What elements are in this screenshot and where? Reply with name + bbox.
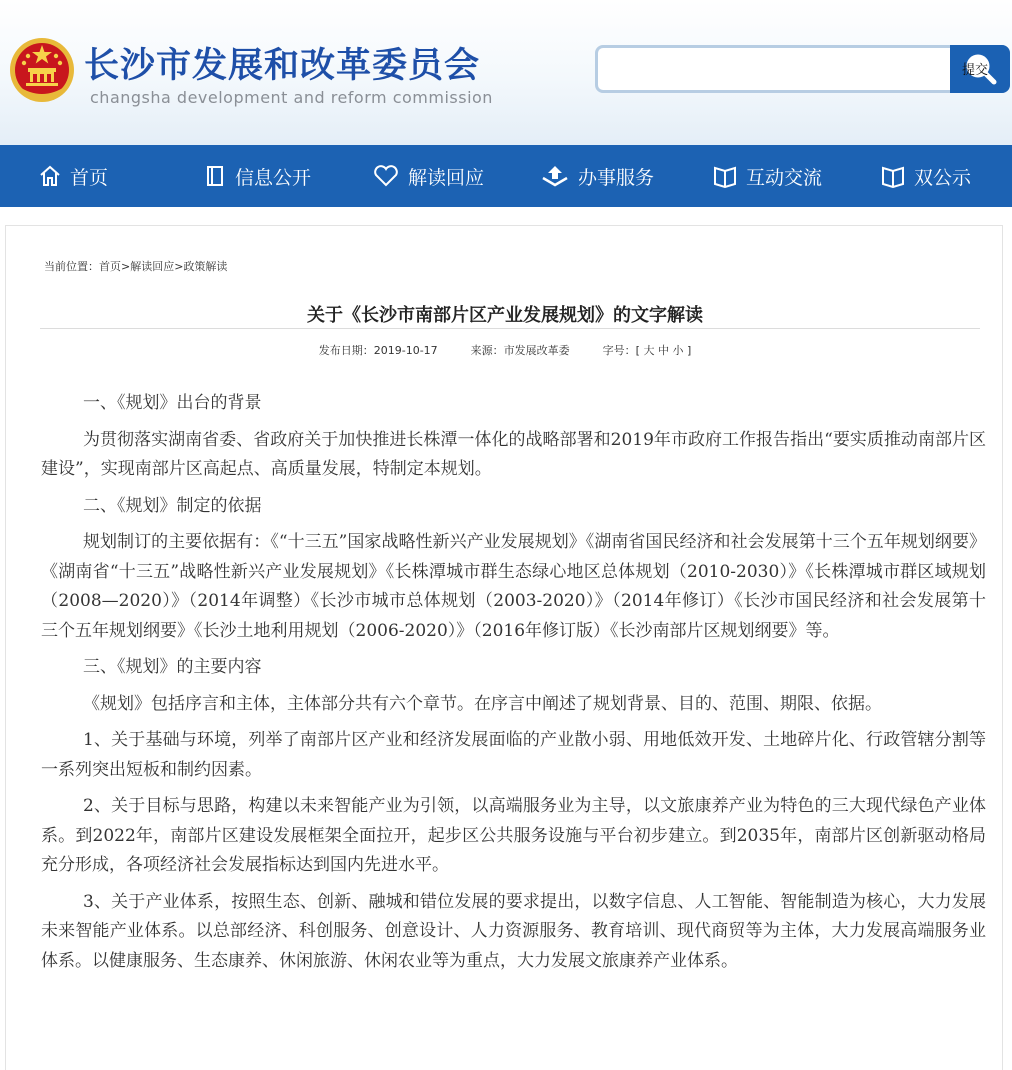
nav-label: 信息公开 xyxy=(235,166,312,189)
breadcrumb xyxy=(44,258,227,274)
fontsize-bracket-open: [ xyxy=(635,344,640,357)
nav-item-interpretation[interactable] xyxy=(372,145,484,207)
source-label: 来源： xyxy=(470,344,504,357)
search-box xyxy=(595,45,1010,93)
site-subtitle: changsha development and reform commission xyxy=(90,88,493,107)
article-body xyxy=(41,389,986,983)
upload-icon xyxy=(540,164,570,188)
nav-label: 办事服务 xyxy=(578,166,655,189)
section-heading: 三、《规划》的主要内容 xyxy=(83,657,262,677)
fontsize-large-button[interactable]: 大 xyxy=(643,344,655,357)
nav-label: 互动交流 xyxy=(746,166,823,189)
nav-item-info-disclosure[interactable] xyxy=(203,145,311,207)
paragraph: 3、关于产业体系，按照生态、创新、融城和错位发展的要求提出，以数字信息、人工智能、智能制造为核心，大力发展未来智能产业体系。以总部经济、科创服务、创意设计、人力资源服务、教育培训、现代商贸等为主体，大力发展高端服务业体系。以健康服务、生态康养、休闲旅游、休闲农业等为重点，大力发展文旅康养产业体系。 xyxy=(41,891,986,971)
breadcrumb-separator: > xyxy=(121,260,131,273)
fontsize-medium-button[interactable]: 中 xyxy=(657,344,669,357)
nav-label: 首页 xyxy=(70,166,109,189)
paragraph: 为贯彻落实湖南省委、省政府关于加快推进长株潭一体化的战略部署和2019年市政府工作报告指出“要实质推动南部片区建设”，实现南部片区高起点、高质量发展，特制定本规划。 xyxy=(41,429,986,479)
nav-label: 解读回应 xyxy=(408,166,485,189)
date-label: 发布日期： xyxy=(318,344,374,357)
search-button[interactable] xyxy=(950,45,1010,93)
article-title: 关于《长沙市南部片区产业发展规划》的文字解读 xyxy=(307,305,703,326)
fontsize-label: 字号： xyxy=(602,344,636,357)
heart-icon xyxy=(372,164,400,188)
breadcrumb-item-home[interactable]: 首页 xyxy=(99,260,121,273)
book-icon xyxy=(712,164,738,188)
paragraph: 规划制订的主要依据有：《“十三五”国家战略性新兴产业发展规划》《湖南省国民经济和社会发展第十三个五年规划纲要》《湖南省“十三五”战略性新兴产业发展规划》《长株潭城市群生态绿心地区总体规划（2010-2030）》《长株潭城市群区域规划（2008—2020）》（2014年调整）《长沙市城市总体规划（2003-2020）》（2014年修订）《长沙市国民经济和社会发展第十三个五年规划纲要》《长沙土地利用规划（2006-2020）》（2016年修订版）《长沙南部片区规划纲要》等。 xyxy=(41,532,986,641)
nav-item-dual-publicity[interactable] xyxy=(880,145,971,207)
home-icon xyxy=(38,164,62,188)
nav-item-home[interactable] xyxy=(38,145,108,207)
nav-label: 双公示 xyxy=(914,166,972,189)
search-button-label: 提交 xyxy=(962,63,989,78)
title-divider xyxy=(40,328,980,329)
paragraph: 《规划》包括序言和主体，主体部分共有六个章节。在序言中阐述了规划背景、目的、范围、期限、依据。 xyxy=(83,693,882,714)
nav-item-services[interactable] xyxy=(540,145,654,207)
source: 市发展改革委 xyxy=(503,344,570,357)
paragraph: 2、关于目标与思路，构建以未来智能产业为引领，以高端服务业为主导，以文旅康养产业为特色的三大现代绿色产业体系。到2022年，南部片区建设发展框架全面拉开，起步区公共服务设施与平台初步建立。到2035年，南部片区创新驱动格局充分形成，各项经济社会发展指标达到国内先进水平。 xyxy=(41,796,986,875)
nav-item-interaction[interactable] xyxy=(712,145,822,207)
publish-date: 2019-10-17 xyxy=(373,344,438,357)
breadcrumb-item-interpretation[interactable]: 解读回应 xyxy=(130,260,175,273)
main-nav xyxy=(0,145,1012,207)
breadcrumb-prefix: 当前位置： xyxy=(44,260,99,273)
section-heading: 一、《规划》出台的背景 xyxy=(83,393,262,413)
breadcrumb-separator: > xyxy=(174,260,184,273)
document-icon xyxy=(203,164,227,188)
breadcrumb-item-policy[interactable]: 政策解读 xyxy=(183,260,228,273)
site-title: 长沙市发展和改革委员会 xyxy=(84,45,481,86)
search-input[interactable] xyxy=(606,55,950,85)
section-heading: 二、《规划》制定的依据 xyxy=(83,495,262,516)
national-emblem-icon xyxy=(8,36,76,104)
fontsize-bracket-close: ] xyxy=(686,344,692,357)
site-header xyxy=(0,0,1012,145)
article-meta xyxy=(6,342,1004,358)
fontsize-small-button[interactable]: 小 xyxy=(672,344,684,357)
book-icon xyxy=(880,164,906,188)
paragraph: 1、关于基础与环境，列举了南部片区产业和经济发展面临的产业散小弱、用地低效开发、土地碎片化、行政管辖分割等一系列突出短板和制约因素。 xyxy=(41,730,986,780)
article-container xyxy=(5,225,1003,1070)
